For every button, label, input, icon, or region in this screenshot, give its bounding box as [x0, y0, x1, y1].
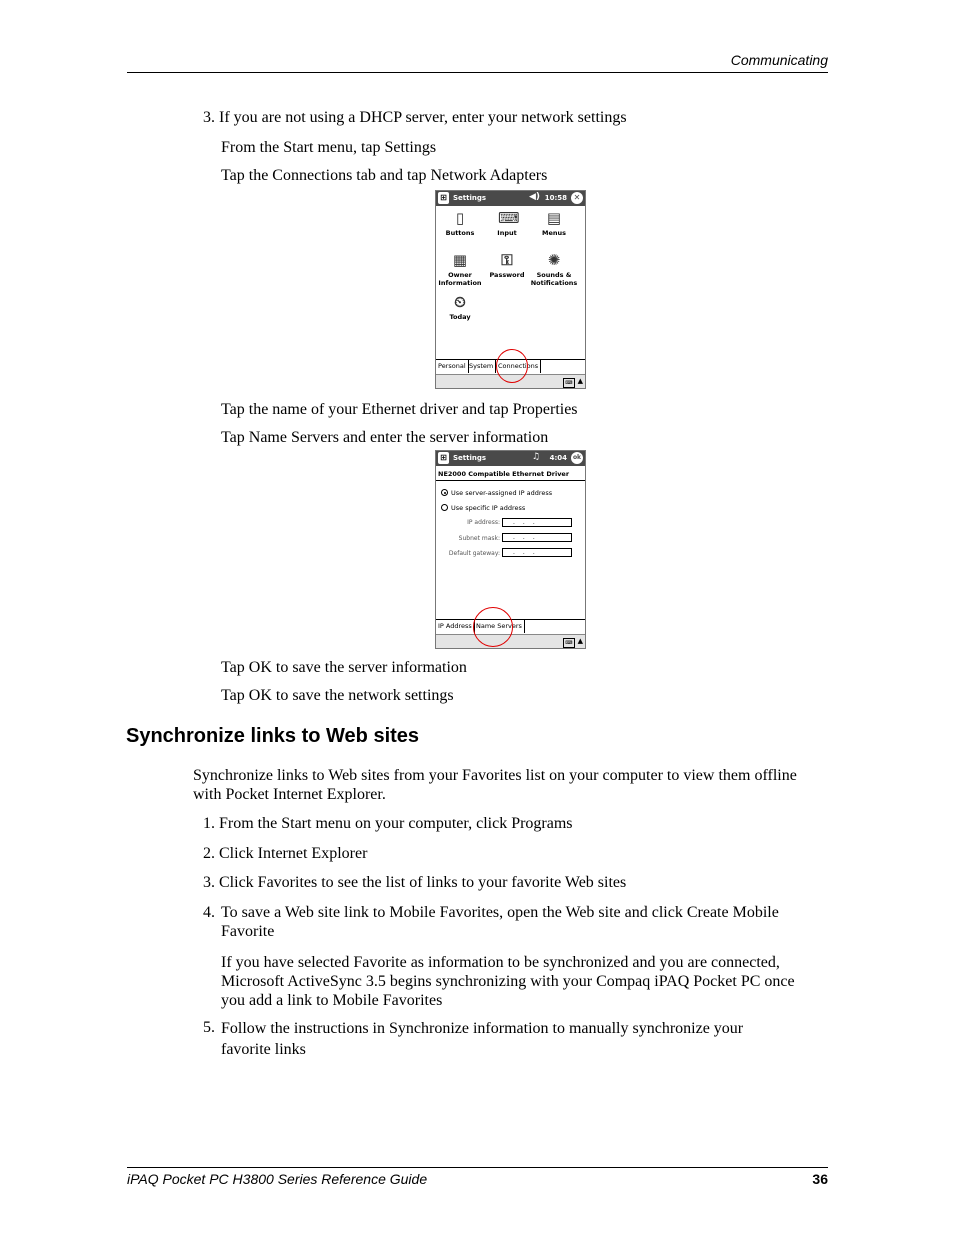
step-text: If you are not using a DHCP server, enter your network settings	[219, 109, 627, 126]
radio-server-assigned[interactable]: Use server-assigned IP address	[441, 489, 552, 497]
instruction-line: From the Start menu, tap Settings	[221, 139, 437, 156]
arrow-up-icon[interactable]: ▲	[577, 637, 583, 645]
radio-unchecked-icon	[441, 504, 448, 511]
section-intro: Synchronize links to Web sites from your Favorites list on your computer to view them offline with Pocket Internet Explorer.	[193, 767, 797, 803]
app-sounds[interactable]: ✺ Sounds & Notifications	[530, 251, 578, 287]
header-title: Communicating	[730, 52, 828, 68]
driver-name: NE2000 Compatible Ethernet Driver	[436, 467, 585, 481]
step-3	[203, 108, 627, 127]
app-input[interactable]: ⌨ Input	[497, 209, 520, 237]
sound-icon: ✺	[547, 251, 561, 269]
subnet-mask-label: Subnet mask:	[458, 535, 500, 542]
instruction-line: Tap OK to save the network settings	[221, 687, 454, 704]
ip-address-field[interactable]: ...	[502, 518, 572, 527]
buttons-icon: ▯	[455, 209, 465, 227]
app-password[interactable]: ⚿ Password	[489, 251, 525, 279]
list-item: 1. From the Start menu on your computer, click Programs	[203, 815, 573, 832]
start-menu-icon[interactable]: ⊞	[438, 192, 449, 204]
owner-icon: ▦	[452, 251, 468, 269]
tab-connections[interactable]: Connections	[496, 360, 541, 373]
page-header	[127, 50, 828, 73]
step-number: 3.	[203, 109, 215, 126]
title-bar	[436, 191, 585, 206]
subnet-mask-field[interactable]: ...	[502, 533, 572, 542]
highlight-circle	[473, 607, 513, 647]
clock: 4:04	[549, 454, 567, 462]
list-item-text: To save a Web site link to Mobile Favorites, open the Web site and click Create Mobile Favorite	[221, 904, 779, 940]
section-heading: Synchronize links to Web sites	[126, 725, 420, 747]
today-icon: ⏲	[454, 293, 466, 311]
radio-specific-ip[interactable]: Use specific IP address	[441, 504, 525, 512]
footer-guide-title: iPAQ Pocket PC H3800 Series Reference Guide	[127, 1171, 428, 1187]
list-item: 4.	[203, 904, 215, 921]
speaker-icon[interactable]: ◀)	[528, 192, 540, 202]
screen-title: Settings	[453, 454, 487, 462]
instruction-line: Tap OK to save the server information	[221, 659, 467, 676]
list-item: 3. Click Favorites to see the list of links to your favorite Web sites	[203, 874, 627, 891]
instruction-line: Tap Name Servers and enter the server information	[221, 429, 549, 446]
sync-icon[interactable]: ♫	[531, 452, 540, 462]
app-today[interactable]: ⏲ Today	[449, 293, 471, 321]
start-menu-icon[interactable]: ⊞	[438, 452, 449, 464]
keyboard-icon[interactable]: ⌨	[563, 378, 575, 388]
list-item-text: Follow the instructions in Synchronize information to manually synchronize your favorite links	[221, 1020, 744, 1058]
keyboard-icon: ⌨	[498, 209, 520, 227]
app-menus[interactable]: ▤ Menus	[541, 209, 566, 237]
default-gateway-label: Default gateway:	[448, 550, 500, 557]
ip-address-label: IP address:	[467, 519, 500, 526]
tab-ip-address[interactable]: IP Address	[436, 620, 475, 633]
close-icon[interactable]: ✕	[571, 192, 583, 204]
radio-checked-icon	[441, 489, 448, 496]
screen-title: Settings	[453, 194, 487, 202]
page-number: 36	[812, 1171, 828, 1187]
page-footer	[127, 1167, 828, 1187]
tab-system[interactable]: System	[467, 360, 496, 373]
app-buttons[interactable]: ▯ Buttons	[445, 209, 475, 237]
clock: 10:58	[544, 194, 567, 202]
tab-name-servers[interactable]: Name Servers	[474, 620, 525, 633]
section-note: If you have selected Favorite as information to be synchronized and you are connected, Microsoft ActiveSync 3.5 begins synchronizing with your Compaq iPAQ Pocket PC once you add a link to Mobile Favorites	[221, 954, 795, 1009]
arrow-up-icon[interactable]: ▲	[577, 377, 583, 385]
title-bar	[436, 451, 585, 466]
app-owner-information[interactable]: ▦ Owner Information	[438, 251, 482, 287]
ok-button[interactable]: ok	[571, 452, 583, 464]
default-gateway-field[interactable]: ...	[502, 548, 572, 557]
key-icon: ⚿	[501, 251, 513, 269]
list-item: 2. Click Internet Explorer	[203, 845, 368, 862]
menus-icon: ▤	[546, 209, 562, 227]
tab-personal[interactable]: Personal	[436, 360, 469, 373]
highlight-circle	[496, 349, 528, 383]
instruction-line: Tap the Connections tab and tap Network Adapters	[221, 167, 548, 184]
list-item: 5.	[203, 1019, 215, 1036]
keyboard-icon[interactable]: ⌨	[563, 638, 575, 648]
instruction-line: Tap the name of your Ethernet driver and tap Properties	[221, 401, 578, 418]
